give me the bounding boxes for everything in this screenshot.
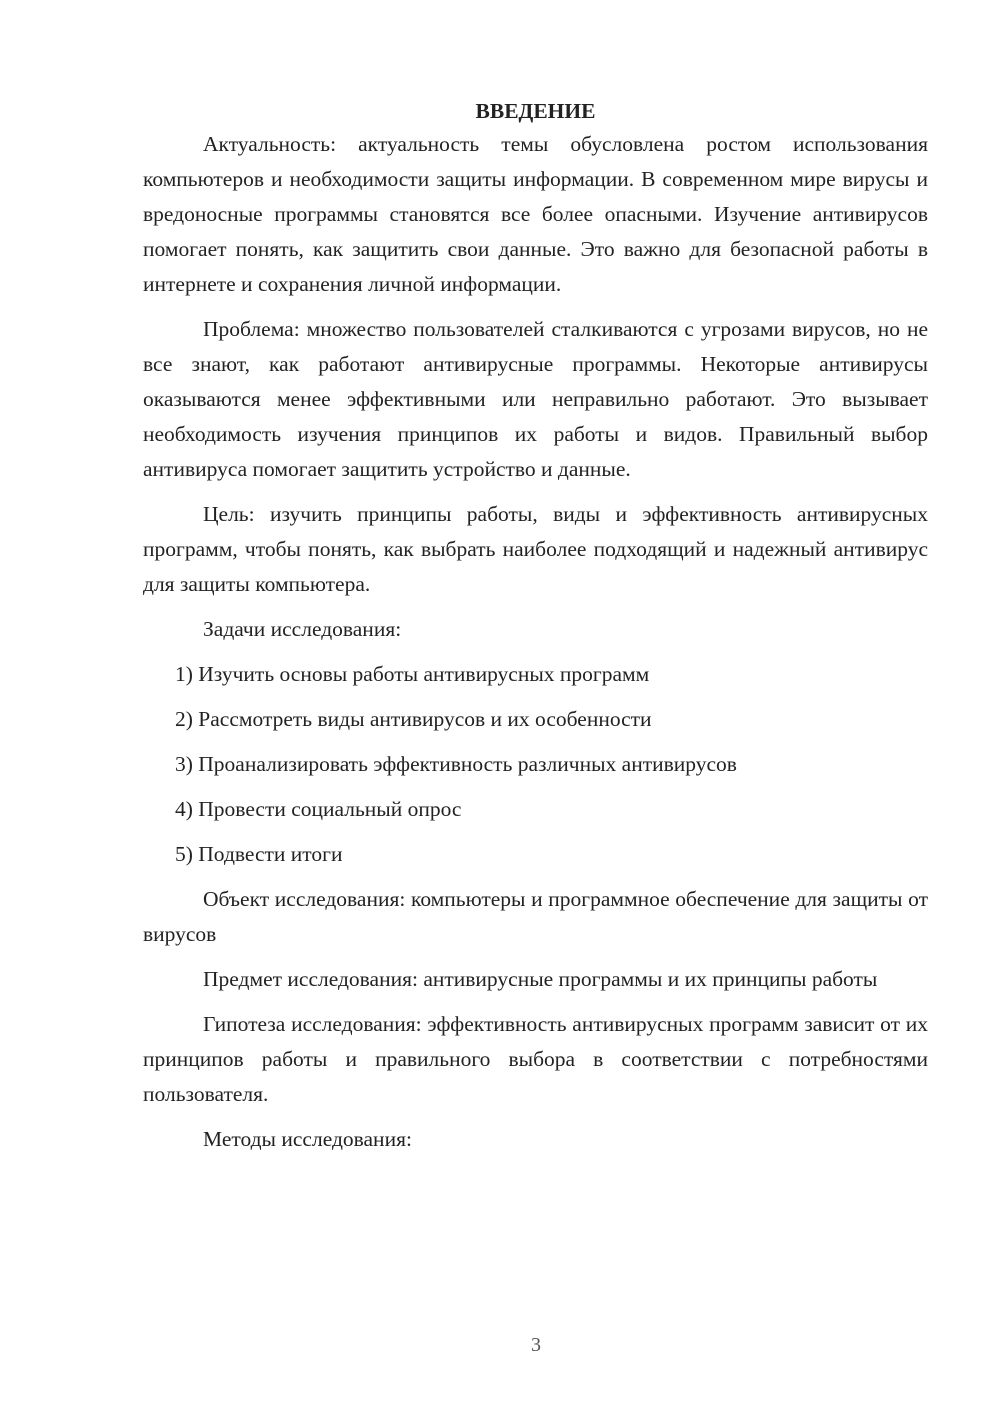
paragraph-goal: Цель: изучить принципы работы, виды и эффективность антивирусных программ, чтобы понять, как выбрать наиболее подходящий и надежный антивирус для защиты компьютера. [143, 502, 928, 596]
section-title: ВВЕДЕНИЕ [475, 99, 596, 123]
task-item-1: 1) Изучить основы работы антивирусных программ [175, 662, 650, 686]
task-item-2: 2) Рассмотреть виды антивирусов и их особенности [175, 707, 652, 731]
methods-label: Методы исследования: [203, 1127, 412, 1151]
task-item-5: 5) Подвести итоги [175, 842, 343, 866]
tasks-label: Задачи исследования: [203, 617, 402, 641]
paragraph-problem: Проблема: множество пользователей сталкиваются с угрозами вирусов, но не все знают, как работают антивирусные программы. Некоторые антивирусы оказываются менее эффективными или неправильно работают. Это вызывает необходимость изучения принципов их работы и видов. Правильный выбор антивируса помогает защитить устройство и данные. [143, 317, 928, 481]
page-content [143, 95, 928, 1167]
paragraph-relevance: Актуальность: актуальность темы обусловлена ростом использования компьютеров и необходимости защиты информации. В современном мире вирусы и вредоносные программы становятся все более опасными. Изучение антивирусов помогает понять, как защитить свои данные. Это важно для безопасной работы в интернете и сохранения личной информации. [143, 132, 928, 296]
task-item-3: 3) Проанализировать эффективность различных антивирусов [175, 752, 737, 776]
paragraph-subject: Предмет исследования: антивирусные программы и их принципы работы [203, 967, 878, 991]
tasks-list [143, 657, 928, 872]
task-item-4: 4) Провести социальный опрос [175, 797, 462, 821]
page-number: 3 [531, 1334, 541, 1356]
paragraph-hypothesis: Гипотеза исследования: эффективность антивирусных программ зависит от их принципов работы и правильного выбора в соответствии с потребностями пользователя. [143, 1012, 928, 1106]
paragraph-object: Объект исследования: компьютеры и программное обеспечение для защиты от вирусов [143, 887, 928, 946]
